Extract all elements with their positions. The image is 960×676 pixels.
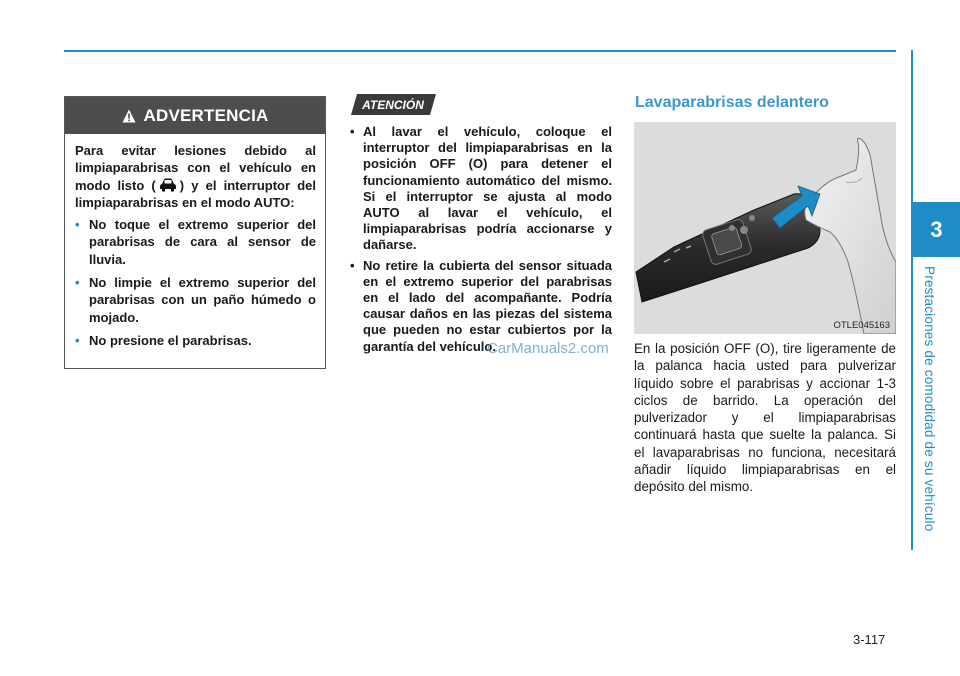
list-item [350,124,612,254]
attention-tag [351,94,436,115]
warning-list [75,216,316,349]
warning-title: ADVERTENCIA [143,105,269,125]
list-item [75,274,316,326]
warning-body [65,134,325,349]
bullet-icon: • [350,124,355,139]
bullet-icon: • [75,275,80,291]
top-rule [64,50,896,52]
attention-body [350,124,612,359]
section-body [634,340,896,496]
chapter-tab [913,202,960,257]
attention-list [350,124,612,355]
warning-intro [75,142,316,211]
bullet-icon: • [75,217,80,233]
warning-intro-start: Para evitar lesiones debido al limpiaparabrisas con el vehículo en modo listo ( [75,143,316,193]
figure-code: OTLE045163 [833,320,890,331]
bullet-icon: • [75,332,80,348]
watermark: CarManuals2.com [487,340,609,357]
list-item-text: No toque el extremo superior del parabrisas de cara al sensor de lluvia. [89,217,316,267]
car-ready-mode-icon [159,177,177,192]
side-rule [911,50,913,550]
chapter-side-title: Prestaciones de comodidad de su vehículo [922,266,937,532]
wiper-lever-illustration [634,122,896,334]
list-item [75,216,316,268]
section-paragraph: En la posición OFF (O), tire ligeramente de la palanca hacia usted para pulverizar líquido sobre el parabrisas y accionar 1-3 ciclos de barrido. La operación del pulverizador y el limpiaparabrisas continuará hasta que suelte la palanca. Si el lavaparabrisas no funciona, necesitará añadir líquido limpiaparabrisas en el depósito del mismo. [634,341,896,495]
bullet-icon: • [350,257,355,273]
list-item-text: No presione el parabrisas. [89,332,252,348]
warning-intro-end: ) y el interruptor del limpiaparabrisas en el modo AUTO: [75,177,316,210]
list-item-text: No limpie el extremo superior del parabrisas con un paño húmedo o mojado. [89,275,316,325]
list-item-text: No retire la cubierta del sensor situada en el extremo superior del parabrisas en el lado del acompañante. Podría causar daños en las piezas del sistema que pueden no estar cubiertos por la garantía del vehículo. [363,257,612,354]
page-number: 3-117 [853,632,886,647]
chapter-number: 3 [930,216,943,242]
list-item [75,332,316,349]
warning-header [65,97,325,134]
section-title: Lavaparabrisas delantero [635,94,829,111]
attention-label: ATENCIÓN [362,98,424,112]
list-item-text: Al lavar el vehículo, coloque el interruptor del limpiaparabrisas en la posición OFF (O) para detener el funcionamiento automático del mismo. Si el interruptor se ajusta al modo AUTO al lavar el vehículo, el limpiaparabrisas podría accionarse y dañarse. [363,124,612,253]
warning-box [64,96,326,369]
warning-triangle-icon [122,109,136,123]
wiper-lever-figure [634,122,896,334]
